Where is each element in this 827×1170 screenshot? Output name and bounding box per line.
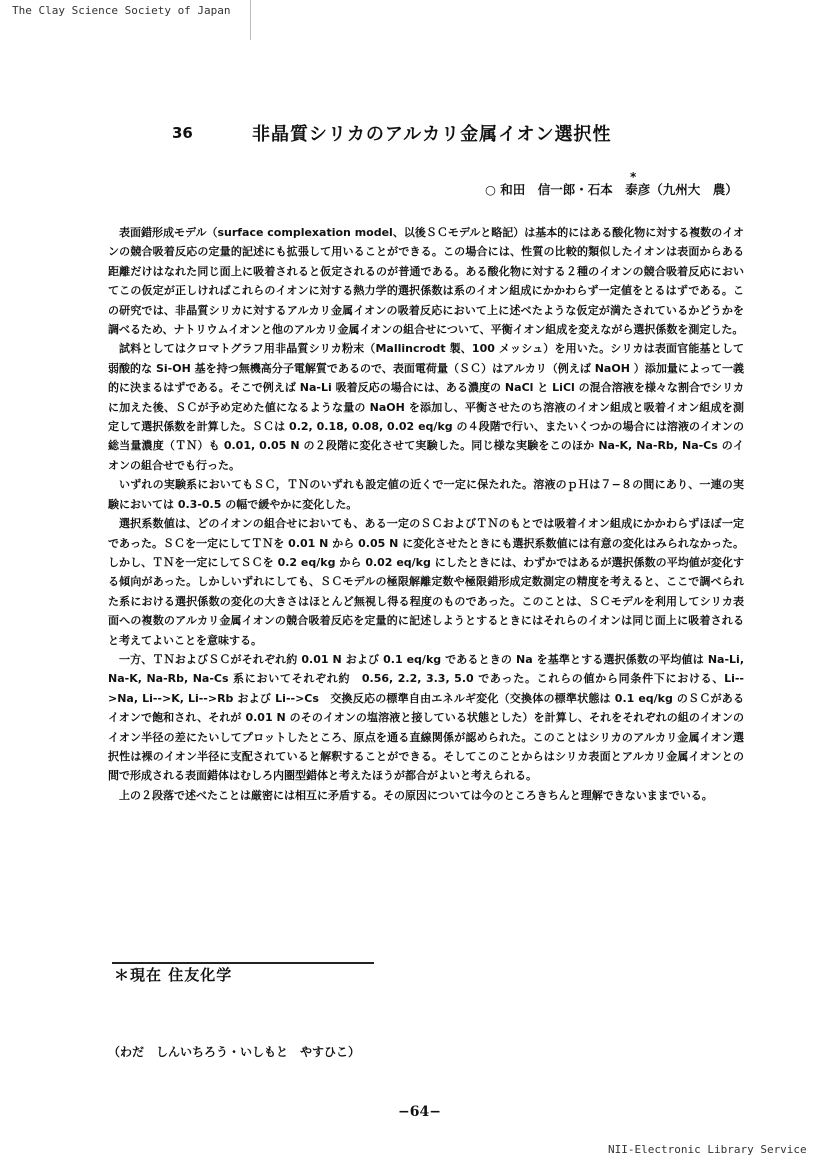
body-paragraph: 一方、ＴＮおよびＳＣがそれぞれ約 0.01 N および 0.1 eq/kg であるときの Na を基準とする選択係数の平均値は Na-Li, Na-K, Na-Rb, Na-Cs 系においてそれぞれ約 0.56, 2.2, 3.3, 5.0 であった。これらの値から同条件下における、Li-->Na, Li-->K, Li-->Rb および Li-->Cs 交換反応の標準自由エネルギ変化（交換体の標準状態は 0.1 eq/kg のＳＣがあるイオンで飽和され、それが 0.01 N のそのイオンの塩溶液と接している状態とした）を計算し、それをそれぞれの組のイオンのイオン半径の差にたいしてプロットしたところ、原点を通る直線関係が認められた。このことはシリカのアルカリ金属イオン選択性は裸のイオン半径に支配されていると解釈することができる。そしてこのことからはシリカ表面とアルカリ金属イオンとの間で形成される表面錯体はむしろ内圏型錯体と考えたほうが都合がよいと考えられる。: [108, 652, 744, 783]
scan-artifact-line: [250, 0, 251, 40]
body-paragraph: 試料としてはクロマトグラフ用非晶質シリカ粉末（Mallincrodt 製、100 メッシュ）を用いた。シリカは表面官能基として弱酸的な Si-OH 基を持つ無機高分子電解質であるので、表面電荷量（ＳＣ）はアルカリ（例えば NaOH ）添加量によって一義的に決まるはずである。そこで例えば Na-Li 吸着反応の場合には、ある濃度の NaCl と LiCl の混合溶液を様々な割合でシリカに加えた後、ＳＣが予め定めた値になるような量の NaOH を添加し、平衡させたのち溶液のイオン組成と吸着イオン組成を測定して選択係数を計算した。ＳＣは 0.2, 0.18, 0.08, 0.02 eq/kg の４段階で行い、またいくつかの場合には溶液のイオンの総当量濃度（ＴＮ）も 0.01, 0.05 N の２段階に変化させて実験した。同じ様な実験をこのほか Na-K, Na-Rb, Na-Cs のイオンの組合せでも行った。: [108, 342, 744, 472]
footnote-affiliation: ＊現在 住友化学: [114, 966, 233, 984]
abstract-body: [108, 223, 744, 805]
author-line: ○ 和田 信一郎・石本 泰彦（九州大 農）: [485, 182, 738, 197]
paper-number: 36: [172, 124, 193, 142]
author-name-reading: （わだ しんいちろう・いしもと やすひこ）: [108, 1045, 361, 1059]
body-paragraph: 表面錯形成モデル（surface complexation model、以後ＳＣモデルと略記）は基本的にはある酸化物に対する複数のイオンの競合吸着反応の定量的記述にも拡張して用いることができる。この場合には、性質の比較的類似したイオンは表面からある距離だけはなれた同じ面上に吸着されると仮定されるのが普通である。ある酸化物に対する２種のイオンの競合吸着反応においてこの仮定が正しければこれらのイオンに対する熱力学的選択係数は系のイオン組成にかかわらず一定値をとるはずである。この研究では、非晶質シリカに対するアルカリ金属イオンの吸着反応において上に述べたような仮定が満たされているかどうかを調べるため、ナトリウムイオンと他のアルカリ金属イオンの組合せについて、平衡イオン組成を変えながら選択係数を測定した。: [108, 226, 744, 337]
body-paragraph: 上の２段落で述べたことは厳密には相互に矛盾する。その原因については今のところきちんと理解できないままでいる。: [119, 788, 713, 802]
author-asterisk: *: [630, 170, 637, 184]
body-paragraph: 選択系数値は、どのイオンの組合せにおいても、ある一定のＳＣおよびＴＮのもとでは吸着イオン組成にかかわらずほぼ一定であった。ＳＣを一定にしてＴＮを 0.01 N から 0.05 N に変化させたときにも選択系数値には有意の変化はみられなかった。しかし、ＴＮを一定にしてＳＣを 0.2 eq/kg から 0.02 eq/kg にしたときには、わずかではあるが選択係数の平均値が変化する傾向があった。しかしいずれにしても、ＳＣモデルの極限解離定数や極限錯形成定数測定の精度を考えると、ここで調べられた系における選択係数の変化の大きさはほとんど無視し得る程度のものであった。このことは、ＳＣモデルを利用してシリカ表面への複数のアルカリ金属イオンの競合吸着反応を定量的に記述しようとするときにはそれらのイオンは同じ面上に吸着されると考えてよいことを意味する。: [108, 517, 744, 647]
society-header: The Clay Science Society of Japan: [12, 4, 231, 17]
library-footer: NII-Electronic Library Service: [608, 1143, 807, 1156]
page-number: −64−: [398, 1104, 441, 1120]
body-paragraph: いずれの実験系においてもＳＣ，ＴＮのいずれも設定値の近くで一定に保たれた。溶液のｐＨは７−８の間にあり、一連の実験においては 0.3-0.5 の幅で緩やかに変化した。: [108, 478, 744, 511]
paper-title: 非晶質シリカのアルカリ金属イオン選択性: [252, 124, 612, 145]
